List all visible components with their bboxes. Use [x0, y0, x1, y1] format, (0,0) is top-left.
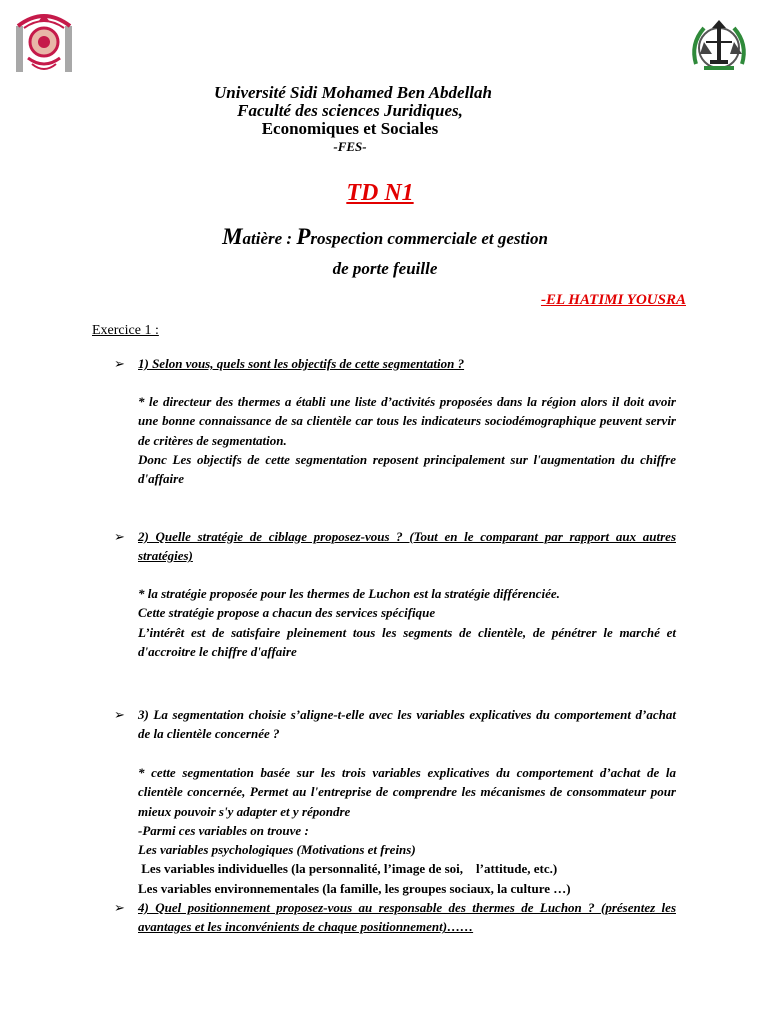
answer-1-paragraph-1: * le directeur des thermes a établi une liste d’activités proposées dans la région alors il doit avoir une bonne connaissance de sa clientèle car tous les indicateurs sociodémographique peuvent servir de critères de segmentation.	[138, 394, 676, 448]
answer-2-line-3: L’intérêt est de satisfaire pleinement tous les segments de clientèle, de pénétrer le marché et d'accroitre le chiffre d'affaire	[138, 624, 676, 659]
question-3-block	[114, 705, 676, 744]
subject-name: rospection commerciale et gestion	[310, 229, 548, 248]
faculty-name-continued: Economiques et Sociales	[261, 119, 439, 138]
subject-initial-m: M	[222, 224, 243, 249]
question-2: 2) Quelle stratégie de ciblage proposez-vous ? (Tout en le comparant par rapport aux autres stratégies)	[138, 529, 676, 564]
answer-1-paragraph-2: Donc Les objectifs de cette segmentation reposent principalement sur l'augmentation du chiffre d'affaire	[138, 451, 676, 487]
answer-2-line-1: * la stratégie proposée pour les thermes de Luchon est la stratégie différenciée.	[138, 586, 560, 601]
subject-initial-p: P	[296, 224, 311, 249]
arrow-bullet-icon: ➢	[114, 900, 125, 915]
answer-3-line-4: Les variables individuelles (la personnalité, l’image de soi, l’attitude, etc.)	[138, 861, 558, 877]
answer-2-line-2: Cette stratégie propose a chacun des services spécifique	[138, 605, 436, 621]
answer-1-block	[138, 392, 676, 488]
arrow-bullet-icon: ➢	[114, 529, 125, 544]
faculty-name: Faculté des sciences Juridiques,	[237, 101, 463, 120]
subject-label: atière :	[242, 229, 297, 248]
question-1: 1) Selon vous, quels sont les objectifs de cette segmentation ?	[138, 356, 465, 371]
question-3: 3) La segmentation choisie s’aligne-t-elle avec les variables explicatives du comportement d’achat de la clientèle concernée ?	[138, 707, 676, 742]
arrow-bullet-icon: ➢	[114, 707, 125, 722]
question-2-block	[114, 527, 676, 566]
answer-3-line-2: -Parmi ces variables on trouve :	[138, 822, 309, 838]
exercise-title: Exercice 1 :	[92, 323, 159, 338]
answer-3-line-5: Les variables environnementales (la famille, les groupes sociaux, la culture …)	[138, 880, 571, 896]
arrow-bullet-icon: ➢	[114, 356, 125, 371]
university-name: Université Sidi Mohamed Ben Abdellah	[213, 83, 492, 102]
answer-3-paragraph-1: * cette segmentation basée sur les trois variables explicatives du comportement d’achat de la clientèle concernée, Permet au l'entreprise de comprendre les mécanismes de consommateur pour mieux pouvoir s'y adapter et y répondre	[138, 765, 676, 819]
institution-header	[150, 84, 550, 156]
subject-heading	[120, 222, 650, 284]
university-logo	[14, 8, 74, 76]
question-1-block	[114, 354, 676, 373]
question-4: 4) Quel positionnement proposez-vous au responsable des thermes de Luchon ? (présentez les avantages et les inconvénients de chaque positionnement)……	[138, 900, 676, 935]
answer-3-line-3: Les variables psychologiques (Motivations et freins)	[138, 842, 416, 858]
author-name: -EL HATIMI YOUSRA	[540, 292, 686, 308]
document-title: TD N1	[346, 180, 414, 206]
city-label: -FES-	[333, 139, 367, 154]
question-4-block	[114, 898, 676, 937]
answer-2-block	[138, 584, 676, 661]
subject-line-2: de porte feuille	[332, 259, 438, 278]
faculty-logo	[686, 18, 752, 76]
answer-3-block	[138, 763, 676, 898]
subject-line-1	[120, 222, 650, 254]
